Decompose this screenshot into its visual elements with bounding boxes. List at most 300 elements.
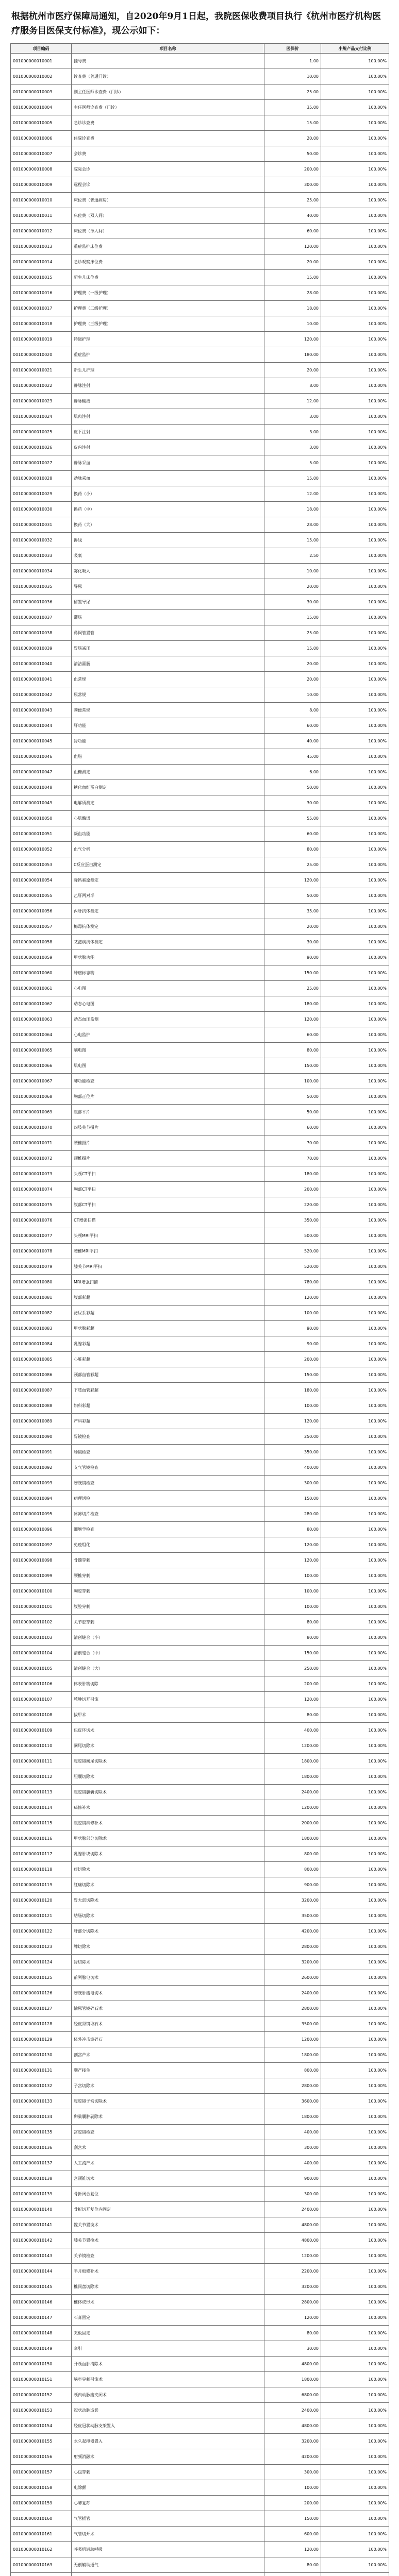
- table-row: [11, 1213, 389, 1228]
- cell-code: 001000000010097: [11, 1537, 72, 1553]
- cell-ratio: 100.00%: [321, 316, 389, 332]
- cell-code: 001000000010022: [11, 378, 72, 394]
- cell-ratio: 100.00%: [321, 394, 389, 409]
- cell-name: 顺产接生: [72, 2063, 264, 2078]
- cell-price: 30.00: [264, 795, 321, 811]
- cell-price: 1.00: [264, 54, 321, 69]
- table-row: [11, 1336, 389, 1352]
- table-row: [11, 2171, 389, 2187]
- cell-price: 80.00: [264, 2326, 321, 2341]
- table-row: [11, 409, 389, 425]
- cell-name: 诊查费（普通门诊）: [72, 69, 264, 84]
- cell-ratio: 100.00%: [321, 2496, 389, 2511]
- cell-ratio: 100.00%: [321, 84, 389, 100]
- cell-ratio: 100.00%: [321, 146, 389, 162]
- cell-name: 肌电图: [72, 1058, 264, 1074]
- table-row: [11, 826, 389, 842]
- cell-price: 35.00: [264, 904, 321, 919]
- cell-price: 20.00: [264, 579, 321, 595]
- cell-ratio: 100.00%: [321, 919, 389, 935]
- cell-price: 80.00: [264, 1707, 321, 1723]
- cell-ratio: 100.00%: [321, 332, 389, 347]
- cell-name: 病理活检: [72, 1491, 264, 1506]
- cell-code: 001000000010154: [11, 2418, 72, 2434]
- table-row: [11, 672, 389, 687]
- cell-name: 免疫组化: [72, 1537, 264, 1553]
- cell-price: 150.00: [264, 2511, 321, 2527]
- cell-name: 产科彩超: [72, 1414, 264, 1429]
- cell-price: 520.00: [264, 1259, 321, 1275]
- cell-name: 胸部正位片: [72, 1089, 264, 1105]
- cell-price: 35.00: [264, 100, 321, 115]
- cell-name: 换药（大）: [72, 517, 264, 533]
- cell-ratio: 100.00%: [321, 2140, 389, 2156]
- table-row: [11, 1785, 389, 1800]
- cell-ratio: 100.00%: [321, 996, 389, 1012]
- table-row: [11, 1893, 389, 1908]
- cell-code: 001000000010151: [11, 2372, 72, 2387]
- table-row: [11, 471, 389, 486]
- cell-code: 001000000010108: [11, 1707, 72, 1723]
- cell-code: 001000000010161: [11, 2527, 72, 2542]
- table-row: [11, 981, 389, 996]
- cell-ratio: 100.00%: [321, 795, 389, 811]
- cell-code: 001000000010150: [11, 2357, 72, 2372]
- table-row: [11, 1553, 389, 1568]
- table-row: [11, 131, 389, 146]
- table-row: [11, 1568, 389, 1584]
- cell-ratio: 100.00%: [321, 2542, 389, 2557]
- cell-code: 001000000010104: [11, 1646, 72, 1661]
- cell-ratio: 100.00%: [321, 548, 389, 564]
- cell-price: 10.00: [264, 564, 321, 579]
- cell-ratio: 100.00%: [321, 1893, 389, 1908]
- cell-price: 80.00: [264, 1043, 321, 1058]
- table-row: [11, 1027, 389, 1043]
- cell-ratio: 100.00%: [321, 1599, 389, 1615]
- table-row: [11, 1908, 389, 1924]
- cell-name: 拆线: [72, 533, 264, 548]
- cell-ratio: 100.00%: [321, 270, 389, 285]
- cell-price: 60.00: [264, 718, 321, 734]
- cell-ratio: 100.00%: [321, 2527, 389, 2542]
- cell-ratio: 100.00%: [321, 301, 389, 316]
- cell-name: 乙肝两对半: [72, 888, 264, 904]
- cell-ratio: 100.00%: [321, 2326, 389, 2341]
- cell-name: 经皮冠状动脉支架置入: [72, 2418, 264, 2434]
- cell-price: 120.00: [264, 332, 321, 347]
- cell-code: 001000000010053: [11, 857, 72, 873]
- table-row: [11, 2372, 389, 2387]
- cell-ratio: 100.00%: [321, 904, 389, 919]
- cell-name: 清创缝合（小）: [72, 1630, 264, 1646]
- cell-code: 001000000010054: [11, 873, 72, 888]
- cell-code: 001000000010004: [11, 100, 72, 115]
- table-row: [11, 718, 389, 734]
- cell-name: 头颅CT平扫: [72, 1166, 264, 1182]
- cell-ratio: 100.00%: [321, 440, 389, 455]
- cell-price: 280.00: [264, 1506, 321, 1522]
- table-row: [11, 1707, 389, 1723]
- table-row: [11, 873, 389, 888]
- cell-price: 1200.00: [264, 2032, 321, 2047]
- table-row: [11, 115, 389, 131]
- table-row: [11, 2465, 389, 2480]
- cell-name: 灌肠: [72, 610, 264, 625]
- table-row: [11, 2140, 389, 2156]
- cell-price: 3200.00: [264, 2279, 321, 2295]
- cell-code: 001000000010050: [11, 811, 72, 826]
- table-row: [11, 842, 389, 857]
- cell-name: 腰椎MRI平扫: [72, 1244, 264, 1259]
- cell-ratio: 100.00%: [321, 2156, 389, 2171]
- cell-name: 关节腔穿刺: [72, 1615, 264, 1630]
- cell-code: 001000000010095: [11, 1506, 72, 1522]
- cell-ratio: 100.00%: [321, 1244, 389, 1259]
- cell-name: 腹部平片: [72, 1105, 264, 1120]
- cell-code: 001000000010163: [11, 2557, 72, 2573]
- table-row: [11, 2387, 389, 2403]
- table-row: [11, 239, 389, 255]
- cell-name: 静脉注射: [72, 378, 264, 394]
- cell-ratio: 100.00%: [321, 1877, 389, 1893]
- cell-ratio: 100.00%: [321, 2171, 389, 2187]
- table-row: [11, 1228, 389, 1244]
- cell-price: 800.00: [264, 2063, 321, 2078]
- cell-code: 001000000010077: [11, 1228, 72, 1244]
- cell-price: 180.00: [264, 347, 321, 363]
- cell-price: 150.00: [264, 965, 321, 981]
- table-row: [11, 1275, 389, 1290]
- cell-price: 2400.00: [264, 1785, 321, 1800]
- cell-code: 001000000010057: [11, 919, 72, 935]
- cell-ratio: 100.00%: [321, 1908, 389, 1924]
- cell-name: 永久起搏器置入: [72, 2434, 264, 2449]
- table-row: [11, 2295, 389, 2310]
- cell-code: 001000000010026: [11, 440, 72, 455]
- cell-code: 001000000010102: [11, 1615, 72, 1630]
- cell-price: 300.00: [264, 1476, 321, 1491]
- table-row: [11, 1537, 389, 1553]
- cell-ratio: 100.00%: [321, 2511, 389, 2527]
- cell-price: 800.00: [264, 1862, 321, 1877]
- cell-ratio: 100.00%: [321, 1816, 389, 1831]
- cell-name: 人工流产术: [72, 2156, 264, 2171]
- cell-name: 清创缝合（大）: [72, 1661, 264, 1676]
- cell-price: 4800.00: [264, 2217, 321, 2233]
- table-row: [11, 1136, 389, 1151]
- cell-ratio: 100.00%: [321, 672, 389, 687]
- cell-price: 12.00: [264, 486, 321, 502]
- cell-ratio: 100.00%: [321, 2449, 389, 2465]
- cell-price: 10.00: [264, 69, 321, 84]
- table-row: [11, 1429, 389, 1445]
- cell-name: 胃镜检查: [72, 1429, 264, 1445]
- cell-code: 001000000010016: [11, 285, 72, 301]
- cell-code: 001000000010123: [11, 1939, 72, 1955]
- cell-price: 2000.00: [264, 1816, 321, 1831]
- cell-ratio: 100.00%: [321, 1197, 389, 1213]
- cell-ratio: 100.00%: [321, 1460, 389, 1476]
- cell-price: 4800.00: [264, 2357, 321, 2372]
- cell-ratio: 100.00%: [321, 1707, 389, 1723]
- table-row: [11, 1769, 389, 1785]
- cell-name: 鼻饲管置管: [72, 625, 264, 641]
- cell-code: 001000000010038: [11, 625, 72, 641]
- cell-price: 2400.00: [264, 2403, 321, 2418]
- cell-price: 15.00: [264, 270, 321, 285]
- cell-ratio: 100.00%: [321, 1723, 389, 1738]
- cell-code: 001000000010116: [11, 1831, 72, 1846]
- cell-code: 001000000010159: [11, 2496, 72, 2511]
- cell-ratio: 100.00%: [321, 1584, 389, 1599]
- cell-ratio: 100.00%: [321, 1105, 389, 1120]
- table-row: [11, 1182, 389, 1197]
- cell-name: 尿常规: [72, 687, 264, 703]
- cell-code: 001000000010005: [11, 115, 72, 131]
- cell-name: 肾功能: [72, 734, 264, 749]
- cell-name: 床位费（普通病房）: [72, 193, 264, 208]
- cell-ratio: 100.00%: [321, 1800, 389, 1816]
- cell-price: 100.00: [264, 1398, 321, 1414]
- cell-ratio: 100.00%: [321, 2001, 389, 2016]
- table-row: [11, 1460, 389, 1476]
- cell-code: 001000000010092: [11, 1460, 72, 1476]
- cell-price: 40.00: [264, 734, 321, 749]
- cell-price: 600.00: [264, 2527, 321, 2542]
- cell-name: 清洁灌肠: [72, 656, 264, 672]
- cell-price: 2800.00: [264, 2001, 321, 2016]
- cell-ratio: 100.00%: [321, 2279, 389, 2295]
- cell-code: 001000000010040: [11, 656, 72, 672]
- header-ratio: 小规产品支付比例: [321, 44, 389, 54]
- table-row: [11, 2217, 389, 2233]
- cell-code: 001000000010003: [11, 84, 72, 100]
- cell-ratio: 100.00%: [321, 100, 389, 115]
- cell-code: 001000000010160: [11, 2511, 72, 2527]
- table-row: [11, 625, 389, 641]
- cell-name: 椎间盘切除术: [72, 2279, 264, 2295]
- cell-ratio: 100.00%: [321, 1027, 389, 1043]
- table-row: [11, 2511, 389, 2527]
- cell-ratio: 100.00%: [321, 1955, 389, 1970]
- cell-code: 001000000010071: [11, 1136, 72, 1151]
- header-price: 医保价: [264, 44, 321, 54]
- cell-code: 001000000010107: [11, 1692, 72, 1707]
- cell-price: 220.00: [264, 1197, 321, 1213]
- cell-ratio: 100.00%: [321, 2233, 389, 2248]
- table-row: [11, 687, 389, 703]
- cell-price: 25.00: [264, 981, 321, 996]
- cell-price: 200.00: [264, 162, 321, 177]
- cell-price: 60.00: [264, 826, 321, 842]
- cell-name: 经皮肾镜取石术: [72, 2016, 264, 2032]
- cell-code: 001000000010084: [11, 1336, 72, 1352]
- table-row: [11, 2418, 389, 2434]
- cell-name: 换药（中）: [72, 502, 264, 517]
- table-row: [11, 2264, 389, 2279]
- table-row: [11, 2094, 389, 2109]
- cell-name: 气管切开术: [72, 2527, 264, 2542]
- cell-price: 780.00: [264, 1275, 321, 1290]
- table-row: [11, 1661, 389, 1676]
- cell-code: 001000000010089: [11, 1414, 72, 1429]
- cell-name: 护理费（二级护理）: [72, 301, 264, 316]
- cell-code: 001000000010134: [11, 2109, 72, 2125]
- cell-price: 120.00: [264, 873, 321, 888]
- cell-code: 001000000010135: [11, 2125, 72, 2140]
- cell-price: 200.00: [264, 1182, 321, 1197]
- table-row: [11, 1166, 389, 1182]
- cell-price: 1200.00: [264, 1738, 321, 1754]
- table-row: [11, 1846, 389, 1862]
- cell-code: 001000000010028: [11, 471, 72, 486]
- cell-price: 40.00: [264, 208, 321, 224]
- cell-price: 3200.00: [264, 1893, 321, 1908]
- cell-name: 甲状腺部分切除术: [72, 1831, 264, 1846]
- cell-code: 001000000010136: [11, 2140, 72, 2156]
- table-row: [11, 1816, 389, 1831]
- table-row: [11, 2341, 389, 2357]
- cell-name: 乳腺肿块切除术: [72, 1846, 264, 1862]
- table-row: [11, 1476, 389, 1491]
- cell-price: 15.00: [264, 641, 321, 656]
- cell-price: 18.00: [264, 502, 321, 517]
- table-row: [11, 749, 389, 765]
- cell-name: 新生儿护理: [72, 363, 264, 378]
- cell-name: 心电图: [72, 981, 264, 996]
- table-row: [11, 425, 389, 440]
- cell-ratio: 100.00%: [321, 2557, 389, 2573]
- cell-code: 001000000010048: [11, 780, 72, 795]
- cell-price: 150.00: [264, 1646, 321, 1661]
- cell-name: 血脂: [72, 749, 264, 765]
- cell-name: 心肺复苏: [72, 2496, 264, 2511]
- cell-price: 500.00: [264, 1228, 321, 1244]
- cell-code: 001000000010103: [11, 1630, 72, 1646]
- cell-price: 1800.00: [264, 1831, 321, 1846]
- cell-price: 90.00: [264, 1336, 321, 1352]
- table-row: [11, 2109, 389, 2125]
- cell-code: 001000000010086: [11, 1367, 72, 1383]
- cell-code: 001000000010117: [11, 1846, 72, 1862]
- header-name: 项目名称: [72, 44, 264, 54]
- cell-price: 180.00: [264, 1383, 321, 1398]
- table-row: [11, 224, 389, 239]
- cell-code: 001000000010058: [11, 935, 72, 950]
- cell-price: 400.00: [264, 1723, 321, 1738]
- table-row: [11, 2449, 389, 2465]
- cell-ratio: 100.00%: [321, 734, 389, 749]
- cell-ratio: 100.00%: [321, 2295, 389, 2310]
- cell-code: 001000000010158: [11, 2480, 72, 2496]
- cell-name: 卵巢囊肿剥除术: [72, 2109, 264, 2125]
- cell-name: 支气管镜检查: [72, 1460, 264, 1476]
- cell-name: 肛瘘切除术: [72, 1877, 264, 1893]
- table-row: [11, 2326, 389, 2341]
- cell-price: 3500.00: [264, 1908, 321, 1924]
- cell-name: 静脉采血: [72, 455, 264, 471]
- table-row: [11, 2248, 389, 2264]
- cell-name: 腹腔镜疝修补术: [72, 1816, 264, 1831]
- cell-name: 体外冲击波碎石: [72, 2032, 264, 2047]
- cell-name: 糖化血红蛋白测定: [72, 780, 264, 795]
- cell-name: 心包穿刺: [72, 2465, 264, 2480]
- table-row: [11, 285, 389, 301]
- cell-ratio: 100.00%: [321, 131, 389, 146]
- table-row: [11, 208, 389, 224]
- cell-code: 001000000010141: [11, 2217, 72, 2233]
- cell-price: 50.00: [264, 1105, 321, 1120]
- cell-price: 150.00: [264, 1058, 321, 1074]
- table-row: [11, 610, 389, 625]
- cell-code: 001000000010044: [11, 718, 72, 734]
- cell-code: 001000000010056: [11, 904, 72, 919]
- table-row: [11, 162, 389, 177]
- cell-code: 001000000010153: [11, 2403, 72, 2418]
- cell-price: 200.00: [264, 1352, 321, 1367]
- cell-price: 1800.00: [264, 2047, 321, 2063]
- cell-price: 15.00: [264, 471, 321, 486]
- cell-name: 腰椎穿刺: [72, 1568, 264, 1584]
- cell-price: 50.00: [264, 1089, 321, 1105]
- cell-code: 001000000010118: [11, 1862, 72, 1877]
- table-row: [11, 1151, 389, 1166]
- cell-ratio: 100.00%: [321, 2310, 389, 2326]
- cell-price: 12.00: [264, 394, 321, 409]
- cell-name: C反应蛋白测定: [72, 857, 264, 873]
- cell-price: 45.00: [264, 749, 321, 765]
- cell-ratio: 100.00%: [321, 425, 389, 440]
- cell-ratio: 100.00%: [321, 1120, 389, 1136]
- table-row: [11, 2202, 389, 2217]
- cell-price: 18.00: [264, 301, 321, 316]
- cell-code: 001000000010009: [11, 177, 72, 193]
- table-row: [11, 1970, 389, 1986]
- cell-code: 001000000010110: [11, 1738, 72, 1754]
- cell-price: 300.00: [264, 2140, 321, 2156]
- cell-code: 001000000010020: [11, 347, 72, 363]
- cell-code: 001000000010074: [11, 1182, 72, 1197]
- table-row: [11, 780, 389, 795]
- cell-name: CT增强扫描: [72, 1213, 264, 1228]
- cell-code: 001000000010121: [11, 1908, 72, 1924]
- cell-price: 100.00: [264, 1074, 321, 1089]
- cell-name: 无创辅助通气: [72, 2557, 264, 2573]
- cell-name: 心肌酶谱: [72, 811, 264, 826]
- cell-price: 2.50: [264, 548, 321, 564]
- cell-ratio: 100.00%: [321, 1321, 389, 1336]
- cell-ratio: 100.00%: [321, 1476, 389, 1491]
- cell-name: 妇科彩超: [72, 1398, 264, 1414]
- cell-name: 皮下注射: [72, 425, 264, 440]
- cell-name: 肝部分切除术: [72, 1924, 264, 1939]
- cell-ratio: 100.00%: [321, 1924, 389, 1939]
- cell-ratio: 100.00%: [321, 842, 389, 857]
- cell-name: 骨髓穿刺: [72, 1553, 264, 1568]
- table-row: [11, 1352, 389, 1367]
- table-row: [11, 2310, 389, 2326]
- cell-price: 60.00: [264, 224, 321, 239]
- table-row: [11, 363, 389, 378]
- table-row: [11, 146, 389, 162]
- cell-ratio: 100.00%: [321, 1259, 389, 1275]
- cell-name: 吸氧: [72, 548, 264, 564]
- cell-price: 4200.00: [264, 2449, 321, 2465]
- table-row: [11, 564, 389, 579]
- cell-ratio: 100.00%: [321, 656, 389, 672]
- cell-ratio: 100.00%: [321, 2248, 389, 2264]
